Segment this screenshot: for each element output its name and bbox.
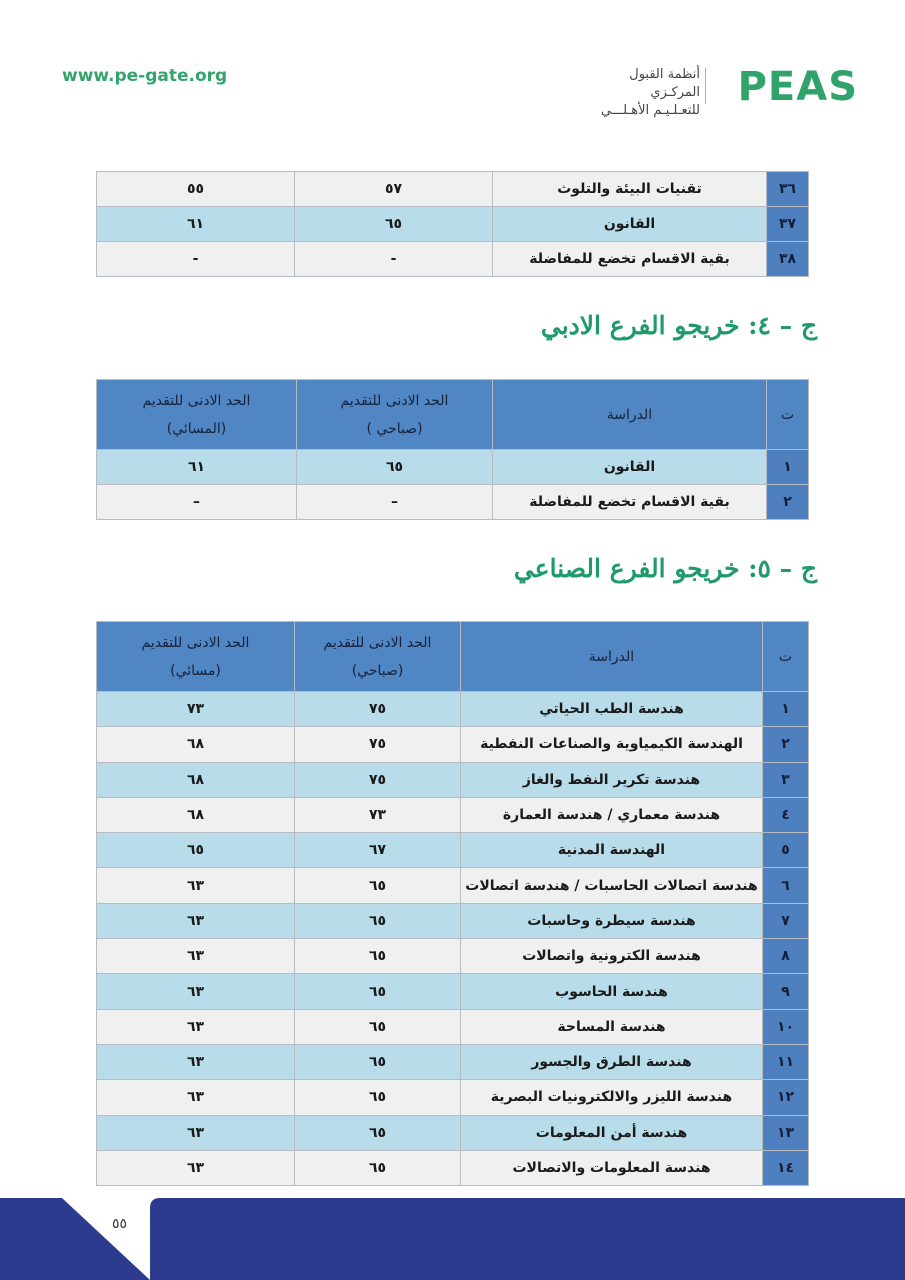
header-study: الدراسة [461,622,763,692]
row-study: القانون [493,207,767,242]
row-study: تقنيات البيئة والتلوث [493,172,767,207]
table-row [97,868,809,903]
website-url[interactable]: www.pe-gate.org [62,66,228,86]
row-morning-min: ٦٥ [297,450,493,485]
logo-text [578,66,700,120]
row-morning-min: ٦٥ [295,868,461,903]
header-evening [97,622,295,692]
table-row [97,762,809,797]
row-evening-min: ٦٣ [97,974,295,1009]
row-evening-min: ٦١ [97,207,295,242]
table-row [97,450,809,485]
header-evening-line-2: (المسائي) [166,420,227,437]
logo-mark: PEAS [737,64,858,110]
row-morning-min: ٦٥ [295,939,461,974]
row-morning-min: ٦٥ [295,1150,461,1185]
row-study: الهندسة المدنية [461,833,763,868]
header-number: ت [767,380,809,450]
row-number: ٥ [763,833,809,868]
row-study: هندسة المساحة [461,1009,763,1044]
table-row [97,692,809,727]
row-morning-min: ٦٥ [295,1115,461,1150]
row-morning-min: ٦٥ [295,1080,461,1115]
logo-text-line-2: للتعـلـيـم الأهـلـــي [600,103,700,118]
table-row [97,1150,809,1185]
row-number: ١ [767,450,809,485]
row-number: ١٣ [763,1115,809,1150]
row-study: هندسة الطرق والجسور [461,1044,763,1079]
row-number: ٤ [763,797,809,832]
row-evening-min: ٦٣ [97,868,295,903]
header-morning-line-2: (صباحي ) [366,420,423,437]
section-5-title: ج – ٥: خريجو الفرع الصناعي [513,554,817,583]
row-evening-min: ٦٣ [97,1150,295,1185]
row-number: ١ [763,692,809,727]
header-morning [297,380,493,450]
table-row [97,1044,809,1079]
row-study: هندسة الليزر والالكترونيات البصرية [461,1080,763,1115]
row-morning-min: ٧٣ [295,797,461,832]
table-row [97,1080,809,1115]
row-morning-min: ٦٥ [295,1009,461,1044]
footer-shape [0,1198,905,1280]
row-morning-min: ٦٥ [295,903,461,938]
row-study: هندسة تكرير النفط والغاز [461,762,763,797]
row-study: هندسة الطب الحياتي [461,692,763,727]
row-evening-min: ٦٨ [97,797,295,832]
table-row [97,172,809,207]
table-continuation [96,171,809,277]
table-row [97,833,809,868]
row-study: هندسة أمن المعلومات [461,1115,763,1150]
row-morning-min: ٧٥ [295,762,461,797]
row-number: ٩ [763,974,809,1009]
header-study: الدراسة [493,380,767,450]
header-evening-line-1: الحد الادنى للتقديم [142,392,251,409]
table-row [97,485,809,520]
footer-band [0,1198,905,1280]
row-evening-min: ٦٥ [97,833,295,868]
row-morning-min: - [295,242,493,277]
peas-logo [578,62,858,118]
row-evening-min: ٦٣ [97,1080,295,1115]
row-number: ٣٦ [767,172,809,207]
row-study: هندسة الكترونية واتصالات [461,939,763,974]
row-number: ١٢ [763,1080,809,1115]
table-row [97,939,809,974]
row-morning-min: – [297,485,493,520]
row-number: ١٠ [763,1009,809,1044]
logo-text-line-1: أنظمة القبول المركـزي [629,67,700,100]
row-evening-min: ٦٣ [97,1009,295,1044]
table-row [97,1009,809,1044]
header-morning-line-2: (صباحي) [351,662,404,679]
row-evening-min: ٦٨ [97,762,295,797]
header-number: ت [763,622,809,692]
row-morning-min: ٦٥ [295,1044,461,1079]
table-row [97,207,809,242]
table-row [97,974,809,1009]
table-industrial [96,621,809,1186]
row-study: هندسة معماري / هندسة العمارة [461,797,763,832]
row-study: القانون [493,450,767,485]
row-number: ٧ [763,903,809,938]
row-number: ٦ [763,868,809,903]
row-study: الهندسة الكيمياوية والصناعات النفطية [461,727,763,762]
row-study: بقية الاقسام تخضع للمفاضلة [493,485,767,520]
row-study: هندسة المعلومات والاتصالات [461,1150,763,1185]
row-number: ٣٨ [767,242,809,277]
row-number: ٣٧ [767,207,809,242]
row-morning-min: ٦٧ [295,833,461,868]
row-number: ١٤ [763,1150,809,1185]
row-study: هندسة اتصالات الحاسبات / هندسة اتصالات [461,868,763,903]
table-row [97,1115,809,1150]
header-evening [97,380,297,450]
row-evening-min: ٦٨ [97,727,295,762]
header-morning-line-1: الحد الادنى للتقديم [323,634,432,651]
table-literary [96,379,809,520]
header-evening-line-2: (مسائي) [170,662,221,679]
row-number: ٨ [763,939,809,974]
logo-divider [705,68,706,104]
row-evening-min: - [97,242,295,277]
table-row [97,242,809,277]
row-morning-min: ٥٧ [295,172,493,207]
row-evening-min: ٧٣ [97,692,295,727]
row-evening-min: ٦٣ [97,1115,295,1150]
page-number: ٥٥ [112,1216,128,1232]
row-study: هندسة الحاسوب [461,974,763,1009]
table-row [97,727,809,762]
row-evening-min: ٦١ [97,450,297,485]
row-number: ١١ [763,1044,809,1079]
row-morning-min: ٦٥ [295,974,461,1009]
row-morning-min: ٧٥ [295,727,461,762]
table-row [97,903,809,938]
header-morning-line-1: الحد الادنى للتقديم [340,392,449,409]
row-evening-min: ٦٣ [97,903,295,938]
row-number: ٣ [763,762,809,797]
row-study: هندسة سيطرة وحاسبات [461,903,763,938]
row-study: بقية الاقسام تخضع للمفاضلة [493,242,767,277]
row-morning-min: ٧٥ [295,692,461,727]
row-evening-min: ٦٣ [97,939,295,974]
row-number: ٢ [767,485,809,520]
row-number: ٢ [763,727,809,762]
header-evening-line-1: الحد الادنى للتقديم [141,634,250,651]
row-evening-min: ٦٣ [97,1044,295,1079]
row-morning-min: ٦٥ [295,207,493,242]
row-evening-min: ٥٥ [97,172,295,207]
row-evening-min: – [97,485,297,520]
table-row [97,797,809,832]
header-morning [295,622,461,692]
section-4-title: ج – ٤: خريجو الفرع الادبي [540,311,817,340]
